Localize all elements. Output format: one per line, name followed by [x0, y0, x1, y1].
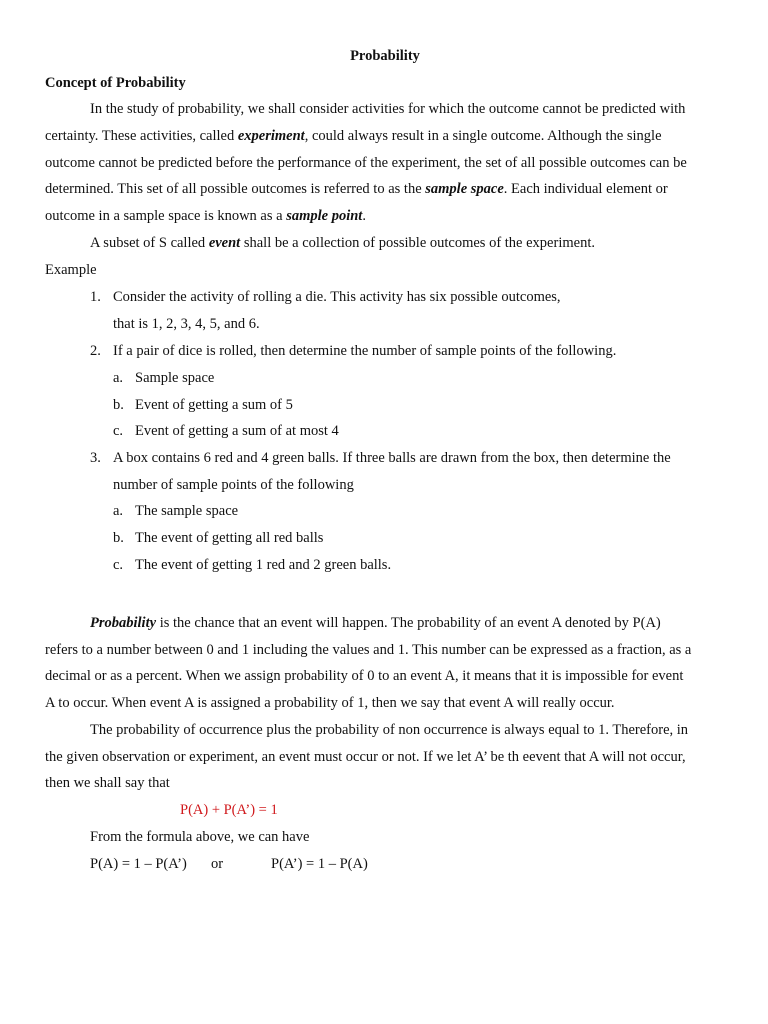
sub-item-text: The event of getting 1 red and 2 green balls. — [135, 557, 392, 573]
probability-line-1 — [90, 614, 661, 632]
sub-item-label: b. — [113, 397, 124, 413]
text-run: . Each individual element or — [503, 181, 668, 197]
term-probability: Probability — [90, 615, 157, 631]
example-label: Example — [45, 262, 97, 278]
term-event: event — [208, 235, 241, 251]
term-experiment: experiment — [237, 128, 305, 144]
text-run: . — [362, 208, 366, 224]
formula-p-a: P(A) = 1 – P(A’) — [90, 856, 187, 872]
text-run: is the chance that an event will happen. The probability of an event A denoted by P(A) — [156, 615, 661, 631]
intro-line-3: outcome cannot be predicted before the performance of the experiment, the set of all possible outcomes can be — [45, 155, 687, 171]
intro-line-5 — [45, 207, 366, 225]
example-3-line-2: number of sample points of the following — [113, 477, 354, 493]
term-sample-space: sample space — [425, 181, 504, 197]
formula-or: or — [211, 856, 224, 872]
intro-line-4 — [45, 180, 668, 198]
intro-line-2 — [45, 127, 662, 145]
text-run: determined. This set of all possible outcomes is referred to as the — [45, 181, 426, 197]
section-heading: Concept of Probability — [45, 75, 186, 91]
text-run: certainty. These activities, called — [45, 128, 238, 144]
sub-item-text: Sample space — [135, 370, 215, 386]
example-2-line-1: If a pair of dice is rolled, then determine the number of sample points of the following. — [113, 343, 617, 359]
sub-item-text: The sample space — [135, 503, 239, 519]
sub-item-label: a. — [113, 370, 124, 386]
complement-line-1: The probability of occurrence plus the probability of non occurrence is always equal to 1. Therefore, in — [90, 722, 689, 738]
sub-item-label: a. — [113, 503, 124, 519]
sub-item-label: c. — [113, 423, 124, 439]
example-1-line-2: that is 1, 2, 3, 4, 5, and 6. — [113, 316, 260, 332]
formula-p-a-prime: P(A’) = 1 – P(A) — [271, 856, 368, 872]
document-title: Probability — [350, 48, 420, 64]
complement-line-2: the given observation or experiment, an event must occur or not. If we let A’ be th eevent that A will not occur, — [45, 749, 686, 765]
probability-line-4: A to occur. When event A is assigned a probability of 1, then we say that event A will really occur. — [45, 695, 615, 711]
example-3-number: 3. — [90, 450, 101, 466]
text-run: outcome in a sample space is known as a — [45, 208, 287, 224]
sub-item-text: The event of getting all red balls — [135, 530, 324, 546]
probability-line-3: decimal or as a percent. When we assign probability of 0 to an event A, it means that it is impossible for event — [45, 668, 684, 684]
sub-item-text: Event of getting a sum of 5 — [135, 397, 293, 413]
complement-line-3: then we shall say that — [45, 775, 170, 791]
text-run: A subset of S called — [90, 235, 209, 251]
text-run: shall be a collection of possible outcomes of the experiment. — [240, 235, 595, 251]
example-3-line-1: A box contains 6 red and 4 green balls. If three balls are drawn from the box, then determine the — [113, 450, 671, 466]
intro-line-1: In the study of probability, we shall consider activities for which the outcome cannot be predicted with — [90, 101, 686, 117]
complement-formula: P(A) + P(A’) = 1 — [180, 802, 278, 818]
example-1-line-1: Consider the activity of rolling a die. This activity has six possible outcomes, — [113, 289, 561, 305]
probability-line-2: refers to a number between 0 and 1 including the values and 1. This number can be expressed as a fraction, as a — [45, 642, 692, 658]
sub-item-label: b. — [113, 530, 124, 546]
example-2-number: 2. — [90, 343, 101, 359]
sub-item-text: Event of getting a sum of at most 4 — [135, 423, 339, 439]
term-sample-point: sample point — [286, 208, 363, 224]
event-definition — [90, 234, 595, 252]
text-run: , could always result in a single outcome. Although the single — [304, 128, 662, 144]
example-1-number: 1. — [90, 289, 101, 305]
complement-line-4: From the formula above, we can have — [90, 829, 310, 845]
sub-item-label: c. — [113, 557, 124, 573]
